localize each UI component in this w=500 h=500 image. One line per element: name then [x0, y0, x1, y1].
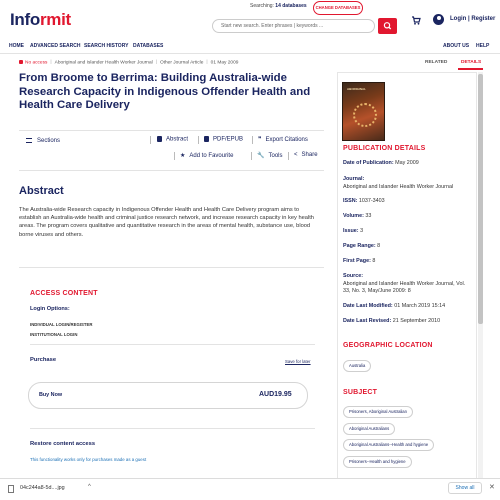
- page-range-detail: [343, 243, 473, 251]
- add-to-favourite-link[interactable]: [180, 152, 233, 159]
- buy-now-label: Buy Now: [39, 392, 63, 398]
- issue-label: Issue:: [343, 228, 359, 234]
- issn-label: ISSN:: [343, 198, 358, 204]
- access-content-heading: ACCESS CONTENT: [30, 290, 98, 297]
- close-icon[interactable]: ✕: [489, 484, 495, 491]
- tab-details[interactable]: DETAILS: [461, 60, 482, 65]
- actions-bottom-divider: [19, 170, 324, 171]
- purchase-heading: Purchase: [30, 357, 57, 363]
- search-input[interactable]: Start new search. Enter phrases | keywords ...: [212, 19, 375, 33]
- volume-detail: [343, 213, 473, 221]
- action-separator: [174, 152, 175, 160]
- page-range-value: 8: [377, 243, 381, 249]
- nav-help[interactable]: HELP: [476, 43, 490, 49]
- logo-text-part2: rmit: [39, 10, 71, 29]
- subject-chip[interactable]: Aboriginal Australians: [343, 423, 395, 435]
- favourite-label: Add to Favourite: [189, 153, 234, 159]
- search-button[interactable]: [378, 18, 397, 34]
- search-icon: [378, 18, 397, 34]
- pdf-epub-label: PDF/EPUB: [213, 136, 244, 143]
- cover-title: ABORIGINAL: [347, 87, 366, 91]
- article-title: From Broome to Berrima: Building Australia-wide Research Capacity in Indigenous Offender Health and Health Care Delivery: [19, 72, 311, 112]
- lock-icon: [19, 60, 23, 64]
- abstract-heading: Abstract: [19, 185, 64, 197]
- tools-menu[interactable]: [257, 152, 283, 159]
- cover-artwork: [353, 103, 377, 127]
- geo-chip-australia[interactable]: Australia: [343, 360, 371, 372]
- meta-journal-link[interactable]: Aboriginal and Islander Health Worker Journal: [54, 60, 153, 66]
- tools-label: Tools: [268, 153, 283, 159]
- volume-value: 33: [365, 213, 372, 219]
- first-page-detail: [343, 258, 473, 266]
- journal-cover-image[interactable]: [342, 82, 385, 141]
- meta-article-type: Other Journal Article: [159, 60, 204, 66]
- individual-login-link[interactable]: INDIVIDUAL LOGIN/REGISTER: [30, 322, 93, 327]
- user-icon[interactable]: [433, 14, 444, 25]
- abstract-text: The Australia-wide Research capacity in Indigenous Offender Health and Health Care Delivery program aims to establish an Australia-wide health and criminal justice research network, and increase research capacity in key health areas. The program covers qualitative and quantitative research in the areas of mental health, substance use, blood borne viruses and others.: [19, 207, 314, 238]
- searching-count[interactable]: 14 databases: [275, 3, 307, 9]
- export-citations-link[interactable]: [258, 136, 308, 143]
- subject-chip[interactable]: Prisoners, Aboriginal Australian: [343, 406, 413, 418]
- subject-chip[interactable]: Prisoners--Health and hygiene: [343, 456, 412, 468]
- institutional-login-link[interactable]: INSTITUTIONAL LOGIN: [30, 332, 78, 337]
- list-icon: [26, 138, 32, 143]
- download-bar: [0, 478, 500, 500]
- change-databases-button[interactable]: CHANGE DATABASES: [313, 1, 363, 15]
- searching-prefix: Searching:: [250, 3, 274, 9]
- share-menu[interactable]: [294, 152, 318, 158]
- last-revised-value: 21 September 2010: [392, 318, 441, 324]
- searching-label: [250, 3, 307, 9]
- logo-text-part1: Info: [10, 10, 40, 29]
- nav-advanced-search[interactable]: ADVANCED SEARCH: [30, 43, 81, 49]
- purchase-divider: [30, 428, 315, 429]
- action-separator: [150, 136, 151, 144]
- action-separator: [198, 136, 199, 144]
- issn-detail: [343, 198, 473, 206]
- file-icon: [204, 136, 209, 142]
- sections-label: Sections: [37, 138, 61, 145]
- pub-date: [343, 160, 473, 168]
- publication-details-heading: PUBLICATION DETAILS: [343, 145, 426, 152]
- file-icon: [8, 485, 14, 493]
- action-separator: [251, 152, 252, 160]
- main-nav: [0, 40, 500, 54]
- pub-date-value: May 2009: [395, 160, 419, 166]
- restore-access-note: This functionality works only for purchases made as a guest: [30, 457, 147, 462]
- action-separator: [288, 152, 289, 160]
- access-divider: [30, 344, 315, 345]
- meta-date: 01 May 2009: [210, 60, 239, 66]
- first-page-label: First Page:: [343, 258, 371, 264]
- save-for-later-link[interactable]: Save for later: [285, 359, 311, 364]
- last-revised-detail: [343, 318, 473, 326]
- volume-label: Volume:: [343, 213, 364, 219]
- abstract-link-label: Abstract: [166, 136, 189, 143]
- export-citations-label: Export Citations: [265, 137, 308, 143]
- geographic-location-heading: GEOGRAPHIC LOCATION: [343, 342, 433, 349]
- issue-detail: [343, 228, 473, 236]
- journal-detail: [343, 176, 473, 191]
- issue-value: 3: [360, 228, 364, 234]
- abstract-divider: [19, 267, 324, 268]
- journal-value[interactable]: Aboriginal and Islander Health Worker Journal: [343, 183, 454, 190]
- page-range-label: Page Range:: [343, 243, 376, 249]
- nav-databases[interactable]: DATABASES: [133, 43, 164, 49]
- issn-value: 1037-3403: [358, 198, 385, 204]
- nav-divider: [0, 53, 500, 54]
- show-all-button[interactable]: Show all: [448, 482, 482, 494]
- document-icon: [157, 136, 162, 142]
- cart-icon[interactable]: [411, 15, 421, 25]
- quote-icon: ❞: [258, 137, 262, 143]
- tab-related[interactable]: RELATED: [425, 60, 448, 65]
- panel-scrollbar-thumb[interactable]: [478, 74, 483, 324]
- source-label: Source:: [343, 273, 364, 279]
- journal-label: Journal:: [343, 176, 365, 182]
- pdf-epub-link[interactable]: [204, 136, 243, 143]
- wrench-icon: 🔧: [257, 153, 265, 159]
- login-register-link[interactable]: Login | Register: [450, 16, 496, 22]
- sections-button[interactable]: [26, 138, 60, 144]
- action-separator: [252, 136, 253, 144]
- restore-access-heading: Restore content access: [30, 441, 96, 447]
- subject-chip[interactable]: Aboriginal Australians--Health and hygiene: [343, 439, 434, 451]
- last-modified-value: 01 March 2019 15:14: [394, 303, 446, 309]
- access-status: No access: [25, 60, 48, 66]
- share-label: Share: [301, 152, 318, 158]
- star-icon: ★: [180, 153, 186, 159]
- nav-search-history[interactable]: SEARCH HISTORY: [84, 43, 129, 49]
- tab-active-indicator: [458, 68, 483, 70]
- source-detail: [343, 273, 473, 296]
- price: AUD19.95: [259, 391, 292, 398]
- informit-logo[interactable]: [10, 10, 71, 30]
- login-options-label: Login Options:: [30, 306, 70, 312]
- actions-top-divider: [19, 130, 324, 131]
- chevron-up-icon[interactable]: ^: [88, 484, 91, 490]
- nav-home[interactable]: HOME: [9, 43, 24, 49]
- abstract-link[interactable]: [157, 136, 188, 143]
- share-icon: <: [294, 152, 298, 158]
- source-value: Aboriginal and Islander Health Worker Journal, Vol. 33, No. 3, May/June 2009: 8: [343, 280, 466, 295]
- pub-date-label: Date of Publication:: [343, 160, 394, 166]
- last-modified-label: Date Last Modified:: [343, 303, 393, 309]
- last-modified-detail: [343, 303, 473, 311]
- subject-heading: SUBJECT: [343, 389, 378, 396]
- header: [0, 0, 500, 38]
- article-meta: No access | Aboriginal and Islander Health Worker Journal | Other Journal Article | 01 May 2009: [19, 60, 238, 65]
- first-page-value: 8: [372, 258, 376, 264]
- download-file-name[interactable]: 04c244a8-5d....jpg: [20, 485, 65, 491]
- nav-about-us[interactable]: ABOUT US: [443, 43, 470, 49]
- last-revised-label: Date Last Revised:: [343, 318, 392, 324]
